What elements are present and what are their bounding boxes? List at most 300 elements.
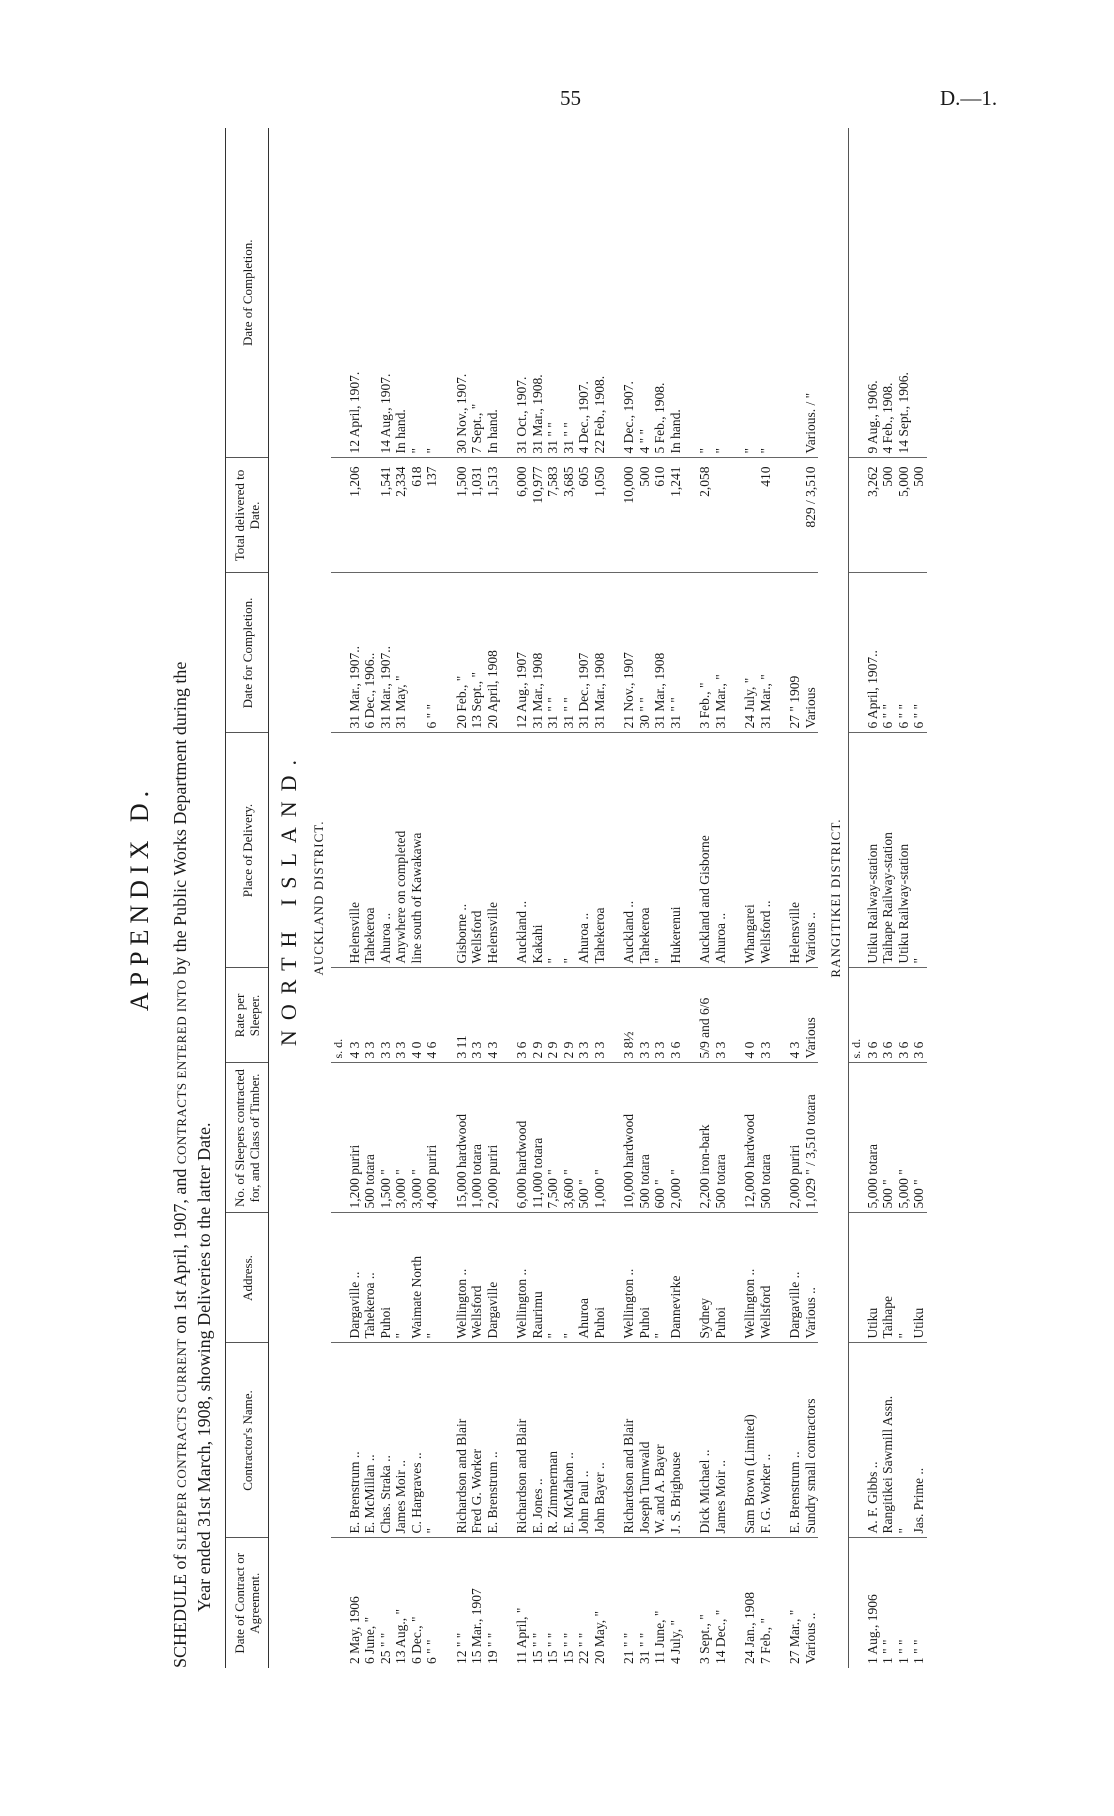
- row-spacer: [683, 128, 697, 1668]
- row-spacer: [607, 128, 621, 1668]
- header-date: Date of Contract or Agreement.: [226, 1538, 269, 1668]
- rotated-page: [125, 128, 1025, 1668]
- title-line-2: Year ended 31st March, 1908, showing Deliveries to the latter Date.: [194, 1122, 214, 1612]
- cell-date: 20 May, ": [591, 1610, 607, 1664]
- cell-contractor: J. S. Brighouse: [668, 1343, 684, 1538]
- header-place: Place of Delivery.: [226, 733, 269, 968]
- table-row: [803, 128, 819, 1668]
- cell-date-of-completion: [362, 128, 378, 458]
- cell-total-delivered: [713, 458, 729, 573]
- cell-total-delivered: [362, 458, 378, 573]
- row-spacer: [500, 128, 514, 1668]
- title-word: SCHEDULE of: [170, 1554, 190, 1668]
- cell-contractor: Richardson and Blair: [621, 1343, 637, 1538]
- cell-date-for-completion: 12 Aug., 1907: [514, 573, 530, 733]
- cell-place: Auckland and Gisborne: [697, 733, 713, 968]
- cell-date-of-completion: 31 Mar., 1908.: [530, 128, 546, 458]
- cell-address: Ahuroa: [576, 1213, 592, 1343]
- cell-contractor: James Moir ..: [713, 1343, 729, 1538]
- cell-date-for-completion: 31 Mar., 1908: [652, 573, 668, 733]
- district-heading-row: [311, 128, 331, 1668]
- cell-sleepers: 6,000 hardwood: [514, 1063, 530, 1213]
- cell-total-delivered: 1,541: [378, 458, 394, 573]
- cell-sleepers: 3,600 ": [561, 1063, 577, 1213]
- cell-address: ": [393, 1213, 409, 1343]
- cell-sleepers: 500 totara: [362, 1063, 378, 1213]
- cell-place: line south of Kawakawa: [409, 733, 425, 968]
- cell-sleepers: 1,500 ": [378, 1063, 394, 1213]
- cell-sleepers: 1,000 ": [592, 1063, 608, 1213]
- rate-unit-label: s. d.: [849, 968, 865, 1063]
- cell-date: 12 " ": [453, 1632, 469, 1664]
- cell-date-for-completion: 3 Feb., ": [697, 573, 713, 733]
- cell-total-delivered: 10,000: [621, 458, 637, 573]
- cell-date-of-completion: 31 Oct., 1907.: [514, 128, 530, 458]
- cell-sleepers: 500 ": [911, 1063, 927, 1213]
- cell-date-for-completion: 6 April, 1907..: [865, 573, 881, 733]
- cell-sleepers: 500 ": [576, 1063, 592, 1213]
- cell-sleepers: 12,000 hardwood: [742, 1063, 758, 1213]
- cell-date-for-completion: 31 Mar., 1907..: [347, 573, 363, 733]
- appendix-title: APPENDIX D.: [125, 784, 154, 1012]
- cell-place: Helensville: [787, 733, 803, 968]
- cell-date: 15 " ": [560, 1632, 576, 1664]
- cell-rate: 3 6: [865, 968, 881, 1063]
- cell-contractor: E. McMahon ..: [561, 1343, 577, 1538]
- cell-address: Puhoi: [713, 1213, 729, 1343]
- table-row: [865, 128, 881, 1668]
- cell-address: ": [652, 1213, 668, 1343]
- title-line-1: [169, 128, 193, 1668]
- cell-date-for-completion: [409, 573, 425, 733]
- cell-total-delivered: 5,000: [896, 458, 912, 573]
- cell-date-for-completion: 6 " ": [911, 573, 927, 733]
- cell-date: 1 " ": [895, 1639, 911, 1664]
- cell-total-delivered: 2,334: [393, 458, 409, 573]
- cell-date-for-completion: 31 Mar., ": [713, 573, 729, 733]
- cell-address: Various ..: [803, 1213, 819, 1343]
- rate-unit-label: s. d.: [331, 968, 347, 1063]
- cell-address: Puhoi: [378, 1213, 394, 1343]
- cell-date-of-completion: 9 Aug., 1906.: [865, 128, 881, 458]
- cell-date-of-completion: 31 " ": [561, 128, 577, 458]
- cell-total-delivered: 6,000: [514, 458, 530, 573]
- cell-date: Various ..: [802, 1612, 818, 1664]
- cell-address: Wellington ..: [621, 1213, 637, 1343]
- header-rate: Rate per Sleeper.: [226, 968, 269, 1063]
- cell-rate: 4 3: [485, 968, 501, 1063]
- cell-sleepers: 15,000 hardwood: [454, 1063, 470, 1213]
- cell-date-for-completion: 31 " ": [668, 573, 684, 733]
- header-date-for-completion: Date for Completion.: [226, 573, 269, 733]
- cell-contractor: ": [896, 1343, 912, 1538]
- cell-total-delivered: 618: [409, 458, 425, 573]
- table-row: [545, 128, 561, 1668]
- cell-rate: 3 6: [514, 968, 530, 1063]
- cell-date-for-completion: 6 " ": [424, 573, 440, 733]
- cell-rate: 3 3: [758, 968, 774, 1063]
- cell-sleepers: 1,000 totara: [469, 1063, 485, 1213]
- cell-sleepers: 5,000 ": [896, 1063, 912, 1213]
- cell-total-delivered: 3,262: [865, 458, 881, 573]
- north-island-heading: NORTH ISLAND.: [276, 749, 301, 1047]
- cell-date-of-completion: ": [742, 128, 758, 458]
- cell-date: 22 " ": [576, 1632, 591, 1664]
- table-row: [668, 128, 684, 1668]
- table-row: [576, 128, 592, 1668]
- cell-date-of-completion: ": [424, 128, 440, 458]
- cell-address: Puhoi: [637, 1213, 653, 1343]
- cell-address: ": [545, 1213, 561, 1343]
- cell-sleepers: 3,000 ": [393, 1063, 409, 1213]
- cell-place: Whangarei: [742, 733, 758, 968]
- cell-sleepers: 2,000 puriri: [787, 1063, 803, 1213]
- rangitikei-district-heading: RANGITIKEI DISTRICT.: [828, 818, 843, 978]
- table-row: [485, 128, 501, 1668]
- cell-place: Tahekeroa: [592, 733, 608, 968]
- cell-date: 1 " ": [911, 1639, 926, 1664]
- cell-sleepers: 4,000 puriri: [424, 1063, 440, 1213]
- cell-date-of-completion: 7 Sept., ": [469, 128, 485, 458]
- cell-date: 11 June, ": [652, 1610, 667, 1664]
- cell-rate: 4 0: [742, 968, 758, 1063]
- cell-contractor: Jas. Prime ..: [911, 1343, 927, 1538]
- cell-date-of-completion: 4 Dec., 1907.: [576, 128, 592, 458]
- row-spacer: [728, 128, 742, 1668]
- cell-date: 15 " ": [545, 1632, 560, 1664]
- cell-contractor: E. McMillan ..: [362, 1343, 378, 1538]
- cell-date-of-completion: 12 April, 1907.: [347, 128, 363, 458]
- cell-date-of-completion: 14 Aug., 1907.: [378, 128, 394, 458]
- cell-contractor: F. G. Worker ..: [758, 1343, 774, 1538]
- cell-place: Wellsford ..: [758, 733, 774, 968]
- cell-sleepers: 500 totara: [758, 1063, 774, 1213]
- cell-date: 19 " ": [484, 1632, 500, 1664]
- cell-date-for-completion: Various: [803, 573, 819, 733]
- cell-address: Wellington ..: [454, 1213, 470, 1343]
- cell-date: 31 " ": [636, 1632, 652, 1664]
- schedule-title: [169, 128, 216, 1668]
- cell-sleepers: 1,029 " / 3,510 totara: [803, 1063, 819, 1213]
- cell-place: Ahuroa ..: [576, 733, 592, 968]
- cell-place: Various ..: [803, 733, 819, 968]
- cell-date: 11 April, ": [514, 1607, 529, 1664]
- cell-place: Kakahi: [530, 733, 546, 968]
- cell-contractor: W. and A. Bayer: [652, 1343, 668, 1538]
- cell-place: Utiku Railway-station: [865, 733, 881, 968]
- cell-date-of-completion: ": [713, 128, 729, 458]
- cell-date: 4 July, ": [667, 1619, 683, 1664]
- cell-date-of-completion: In hand.: [668, 128, 684, 458]
- cell-date-of-completion: 14 Sept., 1906.: [896, 128, 912, 458]
- cell-rate: 4 3: [347, 968, 363, 1063]
- cell-date-for-completion: 21 Nov., 1907: [621, 573, 637, 733]
- title-word: by the Public Works Department during the: [170, 661, 190, 975]
- table-row: [637, 128, 653, 1668]
- header-total-delivered: Total delivered to Date.: [226, 458, 269, 573]
- table-row: [742, 128, 758, 1668]
- cell-place: Anywhere on completed: [393, 733, 409, 968]
- cell-place: Ahuroa ..: [713, 733, 729, 968]
- cell-contractor: Dick Michael ..: [697, 1343, 713, 1538]
- header-sleepers: No. of Sleepers contracted for, and Class of Timber.: [226, 1063, 269, 1213]
- cell-date-of-completion: ": [409, 128, 425, 458]
- cell-rate: 3 11: [454, 968, 470, 1063]
- cell-address: Dannevirke: [668, 1213, 684, 1343]
- cell-address: ": [561, 1213, 577, 1343]
- row-spacer: [773, 128, 787, 1668]
- cell-address: Puhoi: [592, 1213, 608, 1343]
- cell-rate: 3 6: [880, 968, 896, 1063]
- header-contractor: Contractor's Name.: [226, 1343, 269, 1538]
- cell-address: Dargaville: [485, 1213, 501, 1343]
- header-row: [226, 128, 269, 1668]
- title-word: on 1st April, 1907, and: [170, 1168, 190, 1334]
- table-row: [362, 128, 378, 1668]
- cell-contractor: Joseph Turnwald: [637, 1343, 653, 1538]
- cell-contractor: Sam Brown (Limited): [742, 1343, 758, 1538]
- cell-sleepers: 500 totara: [637, 1063, 653, 1213]
- table-row: [424, 128, 440, 1668]
- cell-rate: 2 9: [545, 968, 561, 1063]
- cell-date-for-completion: 31 " ": [545, 573, 561, 733]
- cell-total-delivered: 500: [911, 458, 927, 573]
- cell-sleepers: 5,000 totara: [865, 1063, 881, 1213]
- row-spacer: [440, 128, 454, 1668]
- auckland-district-heading: AUCKLAND DISTRICT.: [311, 820, 326, 976]
- cell-place: Tahekeroa: [637, 733, 653, 968]
- cell-address: Wellsford: [758, 1213, 774, 1343]
- cell-total-delivered: [742, 458, 758, 573]
- cell-total-delivered: 10,977: [530, 458, 546, 573]
- cell-total-delivered: 829 / 3,510: [803, 458, 819, 573]
- cell-place: Gisborne ..: [454, 733, 470, 968]
- unit-row: [331, 128, 347, 1668]
- cell-date-of-completion: [787, 128, 803, 458]
- cell-sleepers: 7,500 ": [545, 1063, 561, 1213]
- cell-contractor: ": [424, 1343, 440, 1538]
- cell-sleepers: 11,000 totara: [530, 1063, 546, 1213]
- cell-address: Waimate North: [409, 1213, 425, 1343]
- cell-date-for-completion: 31 Mar., ": [758, 573, 774, 733]
- cell-date: 14 Dec., ": [712, 1609, 728, 1664]
- cell-date-of-completion: 4 Feb., 1908.: [880, 128, 896, 458]
- cell-place: Helensville: [347, 733, 363, 968]
- cell-date: 15 Mar., 1907: [469, 1588, 484, 1664]
- cell-date: 6 Dec., ": [408, 1616, 424, 1664]
- cell-place: Auckland ..: [621, 733, 637, 968]
- cell-address: ": [896, 1213, 912, 1343]
- table-row: [514, 128, 530, 1668]
- page-number: 55: [560, 86, 581, 110]
- table-row: [621, 128, 637, 1668]
- cell-total-delivered: 1,513: [485, 458, 501, 573]
- cell-date: 2 May, 1906: [346, 1596, 362, 1664]
- cell-date-for-completion: 24 July, ": [742, 573, 758, 733]
- table-row: [592, 128, 608, 1668]
- cell-date: 24 Jan., 1908: [742, 1592, 757, 1664]
- cell-sleepers: 600 ": [652, 1063, 668, 1213]
- cell-total-delivered: 500: [880, 458, 896, 573]
- table-body: [269, 128, 927, 1668]
- cell-rate: 3 6: [668, 968, 684, 1063]
- unit-row: [849, 128, 865, 1668]
- cell-sleepers: 2,200 iron-bark: [697, 1063, 713, 1213]
- cell-rate: 3 3: [652, 968, 668, 1063]
- cell-contractor: E. Brenstrum ..: [787, 1343, 803, 1538]
- cell-rate: 4 6: [424, 968, 440, 1063]
- cell-date-of-completion: 22 Feb., 1908.: [592, 128, 608, 458]
- cell-address: ": [424, 1213, 440, 1343]
- cell-place: Wellsford: [469, 733, 485, 968]
- cell-date: 21 " ": [621, 1632, 636, 1664]
- cell-date-for-completion: 31 Dec., 1907: [576, 573, 592, 733]
- cell-total-delivered: 3,685: [561, 458, 577, 573]
- table-row: [409, 128, 425, 1668]
- cell-total-delivered: 610: [652, 458, 668, 573]
- cell-place: Ahuroa ..: [378, 733, 394, 968]
- cell-contractor: R. Zimmerman: [545, 1343, 561, 1538]
- cell-address: Utiku: [865, 1213, 881, 1343]
- cell-sleepers: 500 ": [880, 1063, 896, 1213]
- cell-date: 1 " ": [880, 1639, 895, 1664]
- cell-rate: 3 8½: [621, 968, 637, 1063]
- cell-date-of-completion: In hand.: [393, 128, 409, 458]
- cell-total-delivered: 1,500: [454, 458, 470, 573]
- cell-sleepers: 2,000 puriri: [485, 1063, 501, 1213]
- cell-contractor: Rangitikei Sawmill Assn.: [880, 1343, 896, 1538]
- cell-rate: 3 6: [911, 968, 927, 1063]
- cell-date: 1 Aug., 1906: [864, 1594, 880, 1664]
- cell-total-delivered: 1,206: [347, 458, 363, 573]
- cell-contractor: John Bayer ..: [592, 1343, 608, 1538]
- cell-contractor: C. Hargraves ..: [409, 1343, 425, 1538]
- cell-total-delivered: 1,031: [469, 458, 485, 573]
- district-heading-row: [818, 128, 849, 1668]
- table-row: [347, 128, 363, 1668]
- table-row: [561, 128, 577, 1668]
- cell-address: Wellington ..: [742, 1213, 758, 1343]
- cell-total-delivered: 1,241: [668, 458, 684, 573]
- cell-date-of-completion: 4 " ": [637, 128, 653, 458]
- island-heading-row: [269, 128, 312, 1668]
- cell-date-of-completion: [911, 128, 927, 458]
- cell-place: ": [545, 733, 561, 968]
- table-row: [454, 128, 470, 1668]
- table-row: [378, 128, 394, 1668]
- cell-date-for-completion: 6 " ": [880, 573, 896, 733]
- cell-date: 25 " ": [377, 1632, 393, 1664]
- cell-sleepers: 3,000 ": [409, 1063, 425, 1213]
- cell-contractor: Richardson and Blair: [514, 1343, 530, 1538]
- cell-rate: 5/9 and 6/6: [697, 968, 713, 1063]
- cell-rate: 3 3: [378, 968, 394, 1063]
- cell-date-for-completion: 31 " ": [561, 573, 577, 733]
- table-row: [880, 128, 896, 1668]
- cell-address: Tahekeroa ..: [362, 1213, 378, 1343]
- cell-date: 6 June, ": [362, 1616, 377, 1664]
- cell-rate: 4 0: [409, 968, 425, 1063]
- cell-date-of-completion: 4 Dec., 1907.: [621, 128, 637, 458]
- cell-address: Wellington ..: [514, 1213, 530, 1343]
- cell-address: Dargaville ..: [787, 1213, 803, 1343]
- table-row: [713, 128, 729, 1668]
- cell-date-of-completion: 30 Nov., 1907.: [454, 128, 470, 458]
- cell-address: Sydney: [697, 1213, 713, 1343]
- cell-place: ": [652, 733, 668, 968]
- cell-date: 15 " ": [529, 1632, 545, 1664]
- cell-address: Wellsford: [469, 1213, 485, 1343]
- cell-rate: 3 3: [393, 968, 409, 1063]
- sleeper-contracts-table: [225, 128, 927, 1668]
- cell-rate: 3 6: [896, 968, 912, 1063]
- cell-date-for-completion: 6 Dec., 1906..: [362, 573, 378, 733]
- cell-place: Utiku Railway-station: [896, 733, 912, 968]
- table-row: [758, 128, 774, 1668]
- cell-sleepers: 500 totara: [713, 1063, 729, 1213]
- cell-total-delivered: 500: [637, 458, 653, 573]
- cell-place: Hukerenui: [668, 733, 684, 968]
- cell-place: ": [911, 733, 927, 968]
- cell-rate: 3 3: [713, 968, 729, 1063]
- cell-date: 13 Aug., ": [393, 1608, 408, 1664]
- cell-place: Helensville: [485, 733, 501, 968]
- cell-contractor: Chas. Straka ..: [378, 1343, 394, 1538]
- cell-date: 3 Sept., ": [697, 1614, 712, 1664]
- table-row: [469, 128, 485, 1668]
- cell-date-of-completion: ": [697, 128, 713, 458]
- title-smallcaps: CONTRACTS ENTERED INTO: [174, 979, 189, 1165]
- cell-rate: Various: [803, 968, 819, 1063]
- cell-date-of-completion: 31 " ": [545, 128, 561, 458]
- cell-rate: 3 3: [637, 968, 653, 1063]
- table-row: [652, 128, 668, 1668]
- cell-date-of-completion: Various. / ": [803, 128, 819, 458]
- cell-rate: 2 9: [530, 968, 546, 1063]
- table-row: [697, 128, 713, 1668]
- cell-rate: 3 3: [576, 968, 592, 1063]
- cell-place: ": [561, 733, 577, 968]
- cell-contractor: Sundry small contractors: [803, 1343, 819, 1538]
- cell-date-of-completion: 5 Feb., 1908.: [652, 128, 668, 458]
- cell-address: Taihape: [880, 1213, 896, 1343]
- cell-contractor: A. F. Gibbs ..: [865, 1343, 881, 1538]
- cell-date-for-completion: 31 Mar., 1908: [530, 573, 546, 733]
- cell-total-delivered: 2,058: [697, 458, 713, 573]
- cell-address: Dargaville ..: [347, 1213, 363, 1343]
- cell-date: 27 Mar., ": [787, 1609, 802, 1664]
- header-date-of-completion: Date of Completion.: [226, 128, 269, 458]
- table-row: [393, 128, 409, 1668]
- table-row: [787, 128, 803, 1668]
- cell-date: 7 Feb., ": [757, 1617, 773, 1664]
- cell-contractor: Richardson and Blair: [454, 1343, 470, 1538]
- cell-total-delivered: 7,583: [545, 458, 561, 573]
- cell-date-for-completion: 20 Feb., ": [454, 573, 470, 733]
- cell-date-for-completion: 31 Mar., 1907..: [378, 573, 394, 733]
- header-address: Address.: [226, 1213, 269, 1343]
- cell-date-of-completion: In hand.: [485, 128, 501, 458]
- cell-total-delivered: 1,050: [592, 458, 608, 573]
- cell-contractor: E. Brenstrum ..: [347, 1343, 363, 1538]
- cell-place: Auckland ..: [514, 733, 530, 968]
- cell-sleepers: 10,000 hardwood: [621, 1063, 637, 1213]
- cell-place: [424, 733, 440, 968]
- cell-place: Taihape Railway-station: [880, 733, 896, 968]
- cell-date-for-completion: 31 May, ": [393, 573, 409, 733]
- cell-contractor: James Moir ..: [393, 1343, 409, 1538]
- cell-contractor: Fred G. Worker: [469, 1343, 485, 1538]
